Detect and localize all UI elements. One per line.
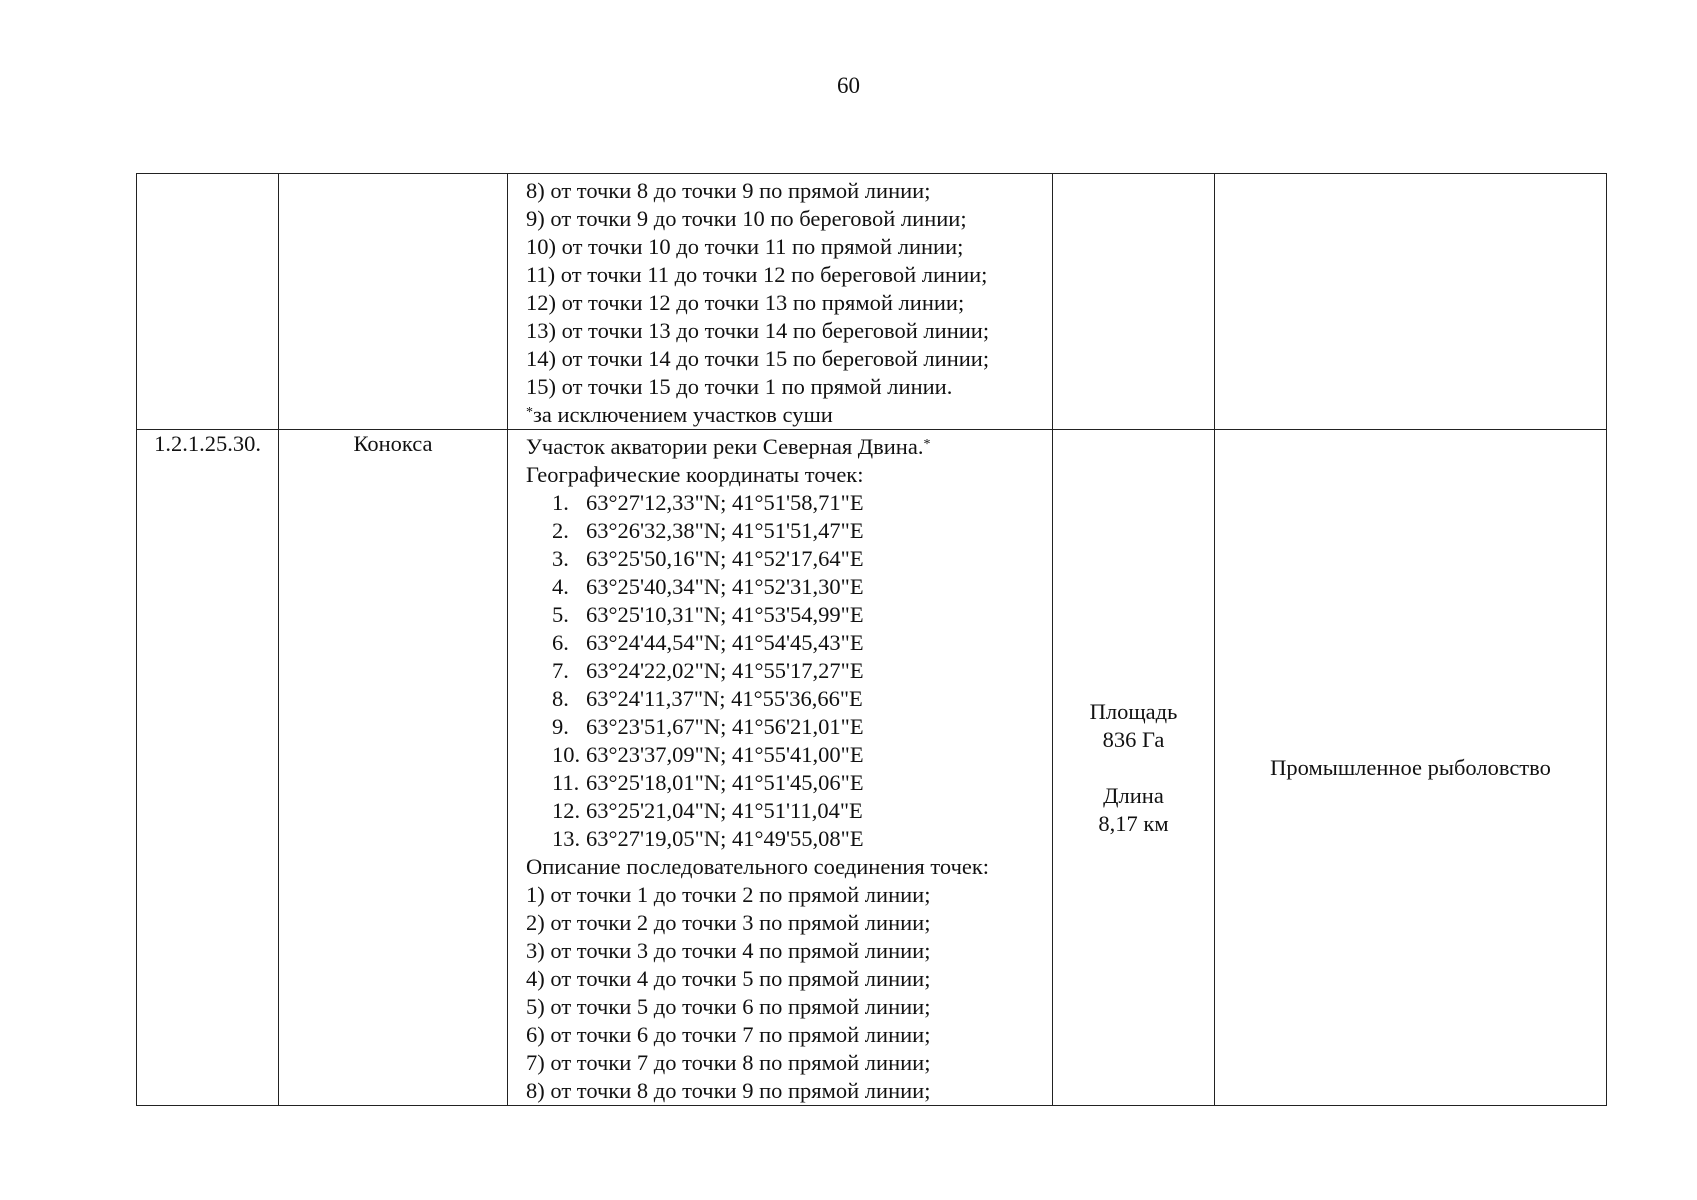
coord-number: 4. xyxy=(552,574,569,599)
footnote-text: за исключением участков суши xyxy=(533,402,833,427)
usage-cell xyxy=(1215,430,1607,1106)
coord-item xyxy=(526,601,1040,629)
coord-item xyxy=(526,685,1040,713)
coord-number: 5. xyxy=(552,602,569,627)
area-title-mark: * xyxy=(923,437,931,452)
coord-value: 63°27'19,05"N; 41°49'55,08"E xyxy=(586,826,864,851)
coord-number: 9. xyxy=(552,714,569,739)
coord-item xyxy=(526,517,1040,545)
connection-heading: Описание последовательного соединения точек: xyxy=(526,854,990,879)
coord-number: 13. xyxy=(552,826,581,851)
measure-cell-empty xyxy=(1053,174,1215,430)
code-cell-empty xyxy=(137,174,279,430)
coord-value: 63°24'22,02"N; 41°55'17,27"E xyxy=(586,658,864,683)
connection-line: 13) от точки 13 до точки 14 по береговой линии; xyxy=(526,318,990,343)
connection-line: 9) от точки 9 до точки 10 по береговой линии; xyxy=(526,206,967,231)
coord-number: 12. xyxy=(552,798,581,823)
name-cell xyxy=(279,430,508,1106)
coord-value: 63°24'11,37"N; 41°55'36,66"E xyxy=(586,686,863,711)
table-row-main xyxy=(137,430,1607,1106)
connection-line: 2) от точки 2 до точки 3 по прямой линии; xyxy=(526,910,931,935)
code-cell xyxy=(137,430,279,1106)
area-value: 836 Га xyxy=(1102,726,1165,752)
coord-value: 63°25'21,04"N; 41°51'11,04"E xyxy=(586,798,863,823)
area-title-text: Участок акватории реки Северная Двина. xyxy=(526,434,924,459)
connection-line: 5) от точки 5 до точки 6 по прямой линии; xyxy=(526,994,931,1019)
connection-line: 7) от точки 7 до точки 8 по прямой линии; xyxy=(526,1050,931,1075)
coord-item xyxy=(526,573,1040,601)
connection-line: 3) от точки 3 до точки 4 по прямой линии; xyxy=(526,938,931,963)
coord-value: 63°25'50,16"N; 41°52'17,64"E xyxy=(586,546,864,571)
length-value: 8,17 км xyxy=(1098,810,1169,836)
name-cell-empty xyxy=(279,174,508,430)
coord-value: 63°27'12,33"N; 41°51'58,71"E xyxy=(586,490,864,515)
connection-line: 15) от точки 15 до точки 1 по прямой линии. xyxy=(526,374,953,399)
coord-number: 1. xyxy=(552,490,569,515)
coord-item xyxy=(526,797,1040,825)
coord-number: 3. xyxy=(552,546,569,571)
connection-line: 8) от точки 8 до точки 9 по прямой линии; xyxy=(526,178,931,203)
connection-line: 4) от точки 4 до точки 5 по прямой линии; xyxy=(526,966,931,991)
usage-type: Промышленное рыболовство xyxy=(1270,754,1551,780)
coord-value: 63°24'44,54"N; 41°54'45,43"E xyxy=(586,630,864,655)
coord-number: 7. xyxy=(552,658,569,683)
fishing-areas-table xyxy=(136,173,1607,1106)
coord-item xyxy=(526,741,1040,769)
page-number: 60 xyxy=(837,73,860,98)
coord-value: 63°23'37,09"N; 41°55'41,00"E xyxy=(586,742,864,767)
coord-value: 63°25'18,01"N; 41°51'45,06"E xyxy=(586,770,864,795)
coord-value: 63°25'40,34"N; 41°52'31,30"E xyxy=(586,574,864,599)
coord-number: 2. xyxy=(552,518,569,543)
area-name: Конокса xyxy=(353,431,433,456)
table-row-continued xyxy=(137,174,1607,430)
coords-heading: Географические координаты точек: xyxy=(526,462,864,487)
usage-cell-empty xyxy=(1215,174,1607,430)
coord-item xyxy=(526,713,1040,741)
coord-item xyxy=(526,769,1040,797)
connection-line: 14) от точки 14 до точки 15 по береговой линии; xyxy=(526,346,990,371)
connection-line: 10) от точки 10 до точки 11 по прямой линии; xyxy=(526,234,964,259)
coord-item xyxy=(526,657,1040,685)
coord-value: 63°26'32,38"N; 41°51'51,47"E xyxy=(586,518,864,543)
coord-number: 11. xyxy=(552,770,580,795)
connection-line: 1) от точки 1 до точки 2 по прямой линии; xyxy=(526,882,931,907)
footnote-mark: * xyxy=(526,405,533,420)
coord-item xyxy=(526,545,1040,573)
footnote xyxy=(526,401,1040,429)
coord-number: 6. xyxy=(552,630,569,655)
connection-line: 11) от точки 11 до точки 12 по береговой линии; xyxy=(526,262,988,287)
coord-number: 8. xyxy=(552,686,569,711)
connection-line: 12) от точки 12 до точки 13 по прямой линии; xyxy=(526,290,965,315)
coord-value: 63°23'51,67"N; 41°56'21,01"E xyxy=(586,714,864,739)
area-title xyxy=(526,433,1040,461)
description-cell-continued xyxy=(508,174,1053,430)
connection-line: 8) от точки 8 до точки 9 по прямой линии; xyxy=(526,1078,931,1103)
description-cell xyxy=(508,430,1053,1106)
area-code: 1.2.1.25.30. xyxy=(154,431,261,456)
area-label: Площадь xyxy=(1089,698,1178,724)
coord-number: 10. xyxy=(552,742,581,767)
coords-list xyxy=(526,489,1040,853)
coord-value: 63°25'10,31"N; 41°53'54,99"E xyxy=(586,602,864,627)
measure-cell xyxy=(1053,430,1215,1106)
length-label: Длина xyxy=(1103,782,1164,808)
coord-item xyxy=(526,825,1040,853)
connection-line: 6) от точки 6 до точки 7 по прямой линии; xyxy=(526,1022,931,1047)
coord-item xyxy=(526,489,1040,517)
coord-item xyxy=(526,629,1040,657)
